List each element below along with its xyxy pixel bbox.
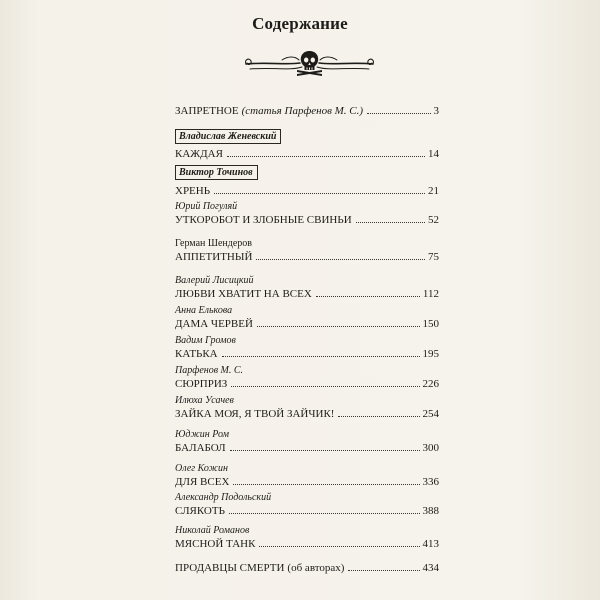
story-title: КАТЬКА — [175, 348, 218, 360]
page-number: 21 — [428, 185, 439, 197]
author-name-boxed: Владислав Женевский — [175, 129, 281, 144]
story-title: СЛЯКОТЬ — [175, 505, 225, 517]
toc-entry — [175, 334, 439, 361]
toc-entry — [175, 491, 439, 518]
toc-entry — [175, 394, 439, 421]
dot-leader — [257, 326, 420, 327]
author-name: Николай Романов — [175, 525, 250, 536]
toc-entry — [175, 274, 439, 301]
story-title: АППЕТИТНЫЙ — [175, 251, 253, 263]
story-title: УТКОРОБОТ И ЗЛОБНЫЕ СВИНЬИ — [175, 214, 352, 226]
page-number: 14 — [428, 148, 439, 160]
page-number: 3 — [433, 105, 439, 117]
dot-leader — [348, 570, 419, 571]
dot-leader — [367, 113, 430, 114]
page-number: 52 — [428, 214, 439, 226]
story-title: ЛЮБВИ ХВАТИТ НА ВСЕХ — [175, 288, 312, 300]
story-title: СЮРПРИЗ — [175, 378, 228, 390]
toc-entry — [175, 126, 439, 161]
toc-entry — [175, 428, 439, 455]
dot-leader — [356, 222, 425, 223]
toc-entry — [175, 524, 439, 551]
dot-leader — [338, 416, 419, 417]
author-name: Парфенов М. С. — [175, 365, 244, 376]
entry-note: (об авторах) — [287, 562, 345, 574]
toc-entry — [175, 462, 439, 489]
story-title: КАЖДАЯ — [175, 148, 223, 160]
page-title: Содержание — [252, 14, 348, 33]
page-number: 413 — [422, 538, 439, 550]
page-number: 254 — [422, 408, 439, 420]
toc-entry — [175, 237, 439, 264]
toc-entry — [175, 162, 439, 198]
dot-leader — [231, 386, 419, 387]
dot-leader — [256, 259, 425, 260]
story-title: ДАМА ЧЕРВЕЙ — [175, 318, 253, 330]
author-name: Юрий Погуляй — [175, 201, 238, 212]
toc-entry — [175, 304, 439, 331]
story-title: ЗАПРЕТНОЕ — [175, 105, 239, 117]
toc-entry — [175, 104, 439, 118]
dot-leader — [222, 356, 420, 357]
entry-note: (статья Парфенов М. С.) — [241, 105, 364, 117]
story-title: ДЛЯ ВСЕХ — [175, 476, 230, 488]
author-name: Юджин Ром — [175, 429, 229, 440]
author-name-boxed: Виктор Точинов — [175, 165, 258, 180]
dot-leader — [259, 546, 419, 547]
story-title: ХРЕНЬ — [175, 185, 211, 197]
dot-leader — [229, 513, 420, 514]
dot-leader — [233, 484, 419, 485]
page-number: 75 — [428, 251, 439, 263]
author-name: Илюха Усачев — [175, 395, 234, 406]
author-name: Валерий Лисицкий — [175, 275, 254, 286]
author-name: Олег Кожин — [175, 463, 228, 474]
dot-leader — [316, 296, 420, 297]
toc-entry — [175, 561, 439, 575]
author-name: Вадим Громов — [175, 335, 236, 346]
dot-leader — [230, 450, 420, 451]
skull-ornament-icon — [242, 42, 377, 78]
toc-entry — [175, 364, 439, 391]
page-number: 336 — [422, 476, 439, 488]
story-title: ПРОДАВЦЫ СМЕРТИ — [175, 562, 285, 574]
page-number: 150 — [422, 318, 439, 330]
page-number: 300 — [422, 442, 439, 454]
page-number: 388 — [422, 505, 439, 517]
dot-leader — [227, 156, 425, 157]
author-name: Александр Подольский — [175, 492, 272, 503]
story-title: МЯСНОЙ ТАНК — [175, 538, 256, 550]
page-number: 112 — [422, 288, 439, 300]
author-name: Анна Елькова — [175, 305, 233, 316]
dot-leader — [214, 193, 425, 194]
author-name: Герман Шендеров — [175, 238, 252, 249]
page-number: 195 — [422, 348, 439, 360]
story-title: БАЛАБОЛ — [175, 442, 226, 454]
story-title: ЗАЙКА МОЯ, Я ТВОЙ ЗАЙЧИК! — [175, 408, 335, 420]
page-number: 226 — [422, 378, 439, 390]
toc-entry — [175, 200, 439, 227]
page-number: 434 — [422, 562, 439, 574]
